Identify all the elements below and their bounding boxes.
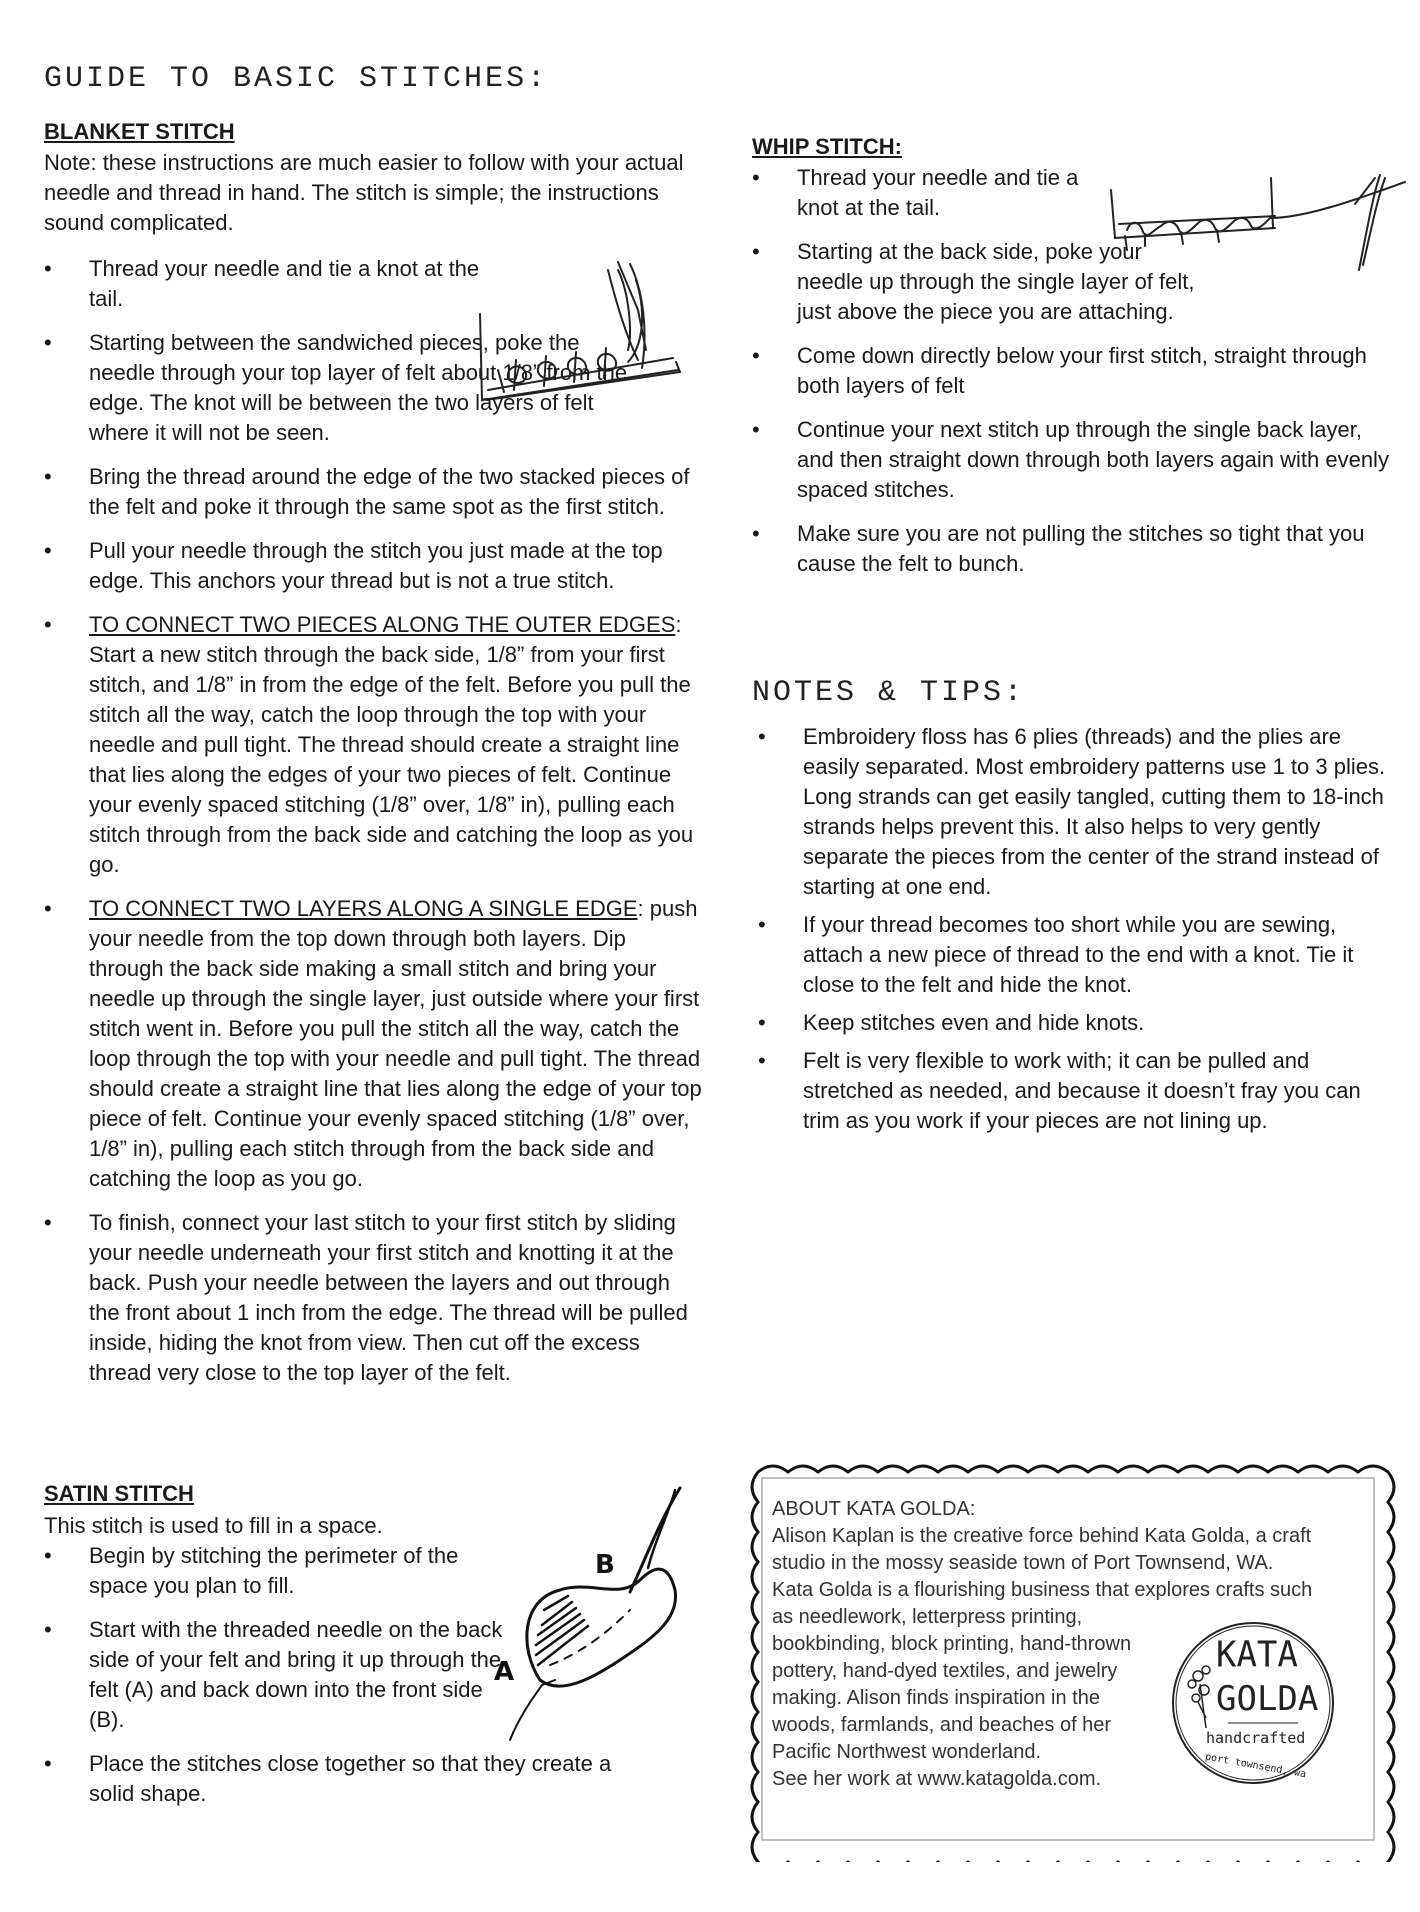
list-item-text: Pull your needle through the stitch you just made at the top edge. This anchors your thread but is not a true stitch.	[89, 538, 663, 593]
logo-line2: GOLDA	[1216, 1679, 1319, 1719]
satin-stitch-illustration	[480, 1480, 700, 1750]
list-item	[758, 1046, 1398, 1136]
satin-stitch-heading: SATIN STITCH	[44, 1481, 194, 1506]
whip-stitch-heading: WHIP STITCH:	[752, 134, 902, 159]
list-item-text: Starting between the sandwiched pieces, poke the needle through your top layer of felt about 1/8” from the edge. The knot will be between the two layers of felt where it will not be seen.	[89, 330, 628, 445]
single-edge-label: TO CONNECT TWO LAYERS ALONG A SINGLE EDGE	[89, 896, 638, 921]
about-line: Alison Kaplan is the creative force behind Kata Golda, a craft	[772, 1525, 1312, 1547]
notes-tips-list	[758, 722, 1398, 1150]
about-line: Pacific Northwest wonderland.	[772, 1741, 1042, 1763]
page-title: GUIDE TO BASIC STITCHES:	[44, 62, 549, 96]
blanket-stitch-note: Note: these instructions are much easier to follow with your actual needle and thread in hand. The stitch is simple; the instructions sound complicated.	[44, 150, 684, 235]
outer-edges-label: TO CONNECT TWO PIECES ALONG THE OUTER EDGES	[89, 612, 676, 637]
list-item-text: If your thread becomes too short while you are sewing, attach a new piece of thread to the end with a knot. Tie it close to the felt and hide the knot.	[803, 912, 1354, 997]
satin-stitch-note: This stitch is used to fill in a space.	[44, 1513, 383, 1538]
list-item	[752, 163, 1117, 223]
list-item	[44, 1208, 704, 1388]
list-item	[44, 536, 704, 596]
list-item-text: Keep stitches even and hide knots.	[803, 1010, 1145, 1035]
about-line: bookbinding, block printing, hand-thrown	[772, 1633, 1132, 1655]
list-item	[44, 462, 704, 522]
kata-golda-logo	[1168, 1618, 1338, 1788]
notes-tips-heading: NOTES & TIPS:	[752, 676, 1026, 710]
about-line: pottery, hand-dyed textiles, and jewelry	[772, 1660, 1118, 1682]
list-item-text: Begin by stitching the perimeter of the space you plan to fill.	[89, 1543, 459, 1598]
list-item-text: Bring the thread around the edge of the two stacked pieces of the felt and poke it through the same spot as the first stitch.	[89, 464, 690, 519]
blanket-stitch-heading: BLANKET STITCH	[44, 119, 235, 144]
blanket-stitch-list	[44, 254, 704, 1402]
list-item-text: Starting at the back side, poke your needle up through the single layer of felt, just above the piece you are attaching.	[797, 239, 1195, 324]
whip-stitch-illustration	[1105, 170, 1415, 280]
satin-stitch-drawing	[480, 1480, 700, 1750]
list-item	[758, 722, 1398, 902]
about-line: woods, farmlands, and beaches of her	[772, 1714, 1112, 1736]
list-item-text: Come down directly below your first stitch, straight through both layers of felt	[797, 343, 1367, 398]
logo-line3: handcrafted	[1206, 1729, 1306, 1747]
blanket-stitch-illustration	[468, 250, 688, 410]
list-item	[752, 519, 1402, 579]
list-item	[44, 1749, 649, 1809]
list-item	[758, 1008, 1398, 1038]
list-item	[44, 254, 489, 314]
list-item-text: Thread your needle and tie a knot at the tail.	[89, 256, 480, 311]
list-item	[44, 1615, 509, 1735]
list-item	[752, 415, 1402, 505]
logo-line4: port townsend, wa	[1204, 1751, 1307, 1781]
list-item	[44, 610, 704, 880]
list-item	[752, 341, 1402, 401]
single-edge-text: : push your needle from the top down through both layers. Dip through the back side making a small stitch and bring your needle up through the single layer, just outside where your first stitch went in. Before you pull the stitch all the way, catch the loop through the top with your needle and pull tight. The thread should create a straight line that lies along the edge of your top piece of felt. Continue your evenly spaced stitching (1/8” over, 1/8” in), pulling each stitch through from the back side and catching the loop as you go.	[89, 896, 702, 1191]
about-heading: ABOUT KATA GOLDA:	[772, 1498, 976, 1520]
list-item-text: Felt is very flexible to work with; it can be pulled and stretched as needed, and because it doesn’t fray you can trim as you work if your pieces are not lining up.	[803, 1048, 1361, 1133]
about-line: making. Alison finds inspiration in the	[772, 1687, 1100, 1709]
list-item-text: Thread your needle and tie a knot at the tail.	[797, 165, 1079, 220]
label-b: B	[595, 1550, 615, 1580]
list-item	[758, 910, 1398, 1000]
list-item-text: Embroidery floss has 6 plies (threads) and the plies are easily separated. Most embroidery patterns use 1 to 3 plies. Long strands can get easily tangled, cutting them to 18-inch strands helps prevent this. It also helps to very gently separate the pieces from the center of the strand instead of starting at one end.	[803, 724, 1386, 899]
about-line: as needlework, letterpress printing,	[772, 1606, 1083, 1628]
list-item-text: Make sure you are not pulling the stitches so tight that you cause the felt to bunch.	[797, 521, 1365, 576]
list-item	[44, 894, 704, 1194]
label-a: A	[494, 1657, 515, 1687]
logo-line1: KATA	[1216, 1634, 1298, 1676]
list-item-text: Place the stitches close together so that they create a solid shape.	[89, 1751, 612, 1806]
about-line: studio in the mossy seaside town of Port Townsend, WA.	[772, 1552, 1274, 1574]
list-item	[44, 1541, 509, 1601]
about-line: Kata Golda is a flourishing business that explores crafts such	[772, 1579, 1313, 1601]
outer-edges-text: : Start a new stitch through the back side, 1/8” from your first stitch, and 1/8” in from the edge of the felt. Before you pull the stitch all the way, catch the loop through the top with your needle and pull tight. The thread should create a straight line that lies along the edges of your two pieces of felt. Continue your evenly spaced stitching (1/8” over, 1/8” in), pulling each stitch through from the back side and catching the loop as you go.	[89, 612, 694, 877]
list-item-text: Continue your next stitch up through the single back layer, and then straight down through both layers again with evenly spaced stitches.	[797, 417, 1389, 502]
finish-text: To finish, connect your last stitch to your first stitch by sliding your needle underneath your first stitch and knotting it at the back. Push your needle between the layers and out through the front about 1 inch from the edge. The thread will be pulled inside, hiding the knot from view. Then cut off the excess thread very close to the top layer of the felt.	[89, 1210, 688, 1385]
about-line: See her work at www.katagolda.com.	[772, 1768, 1102, 1790]
list-item-text: Start with the threaded needle on the back side of your felt and bring it up through the felt (A) and back down into the front side (B).	[89, 1617, 503, 1732]
